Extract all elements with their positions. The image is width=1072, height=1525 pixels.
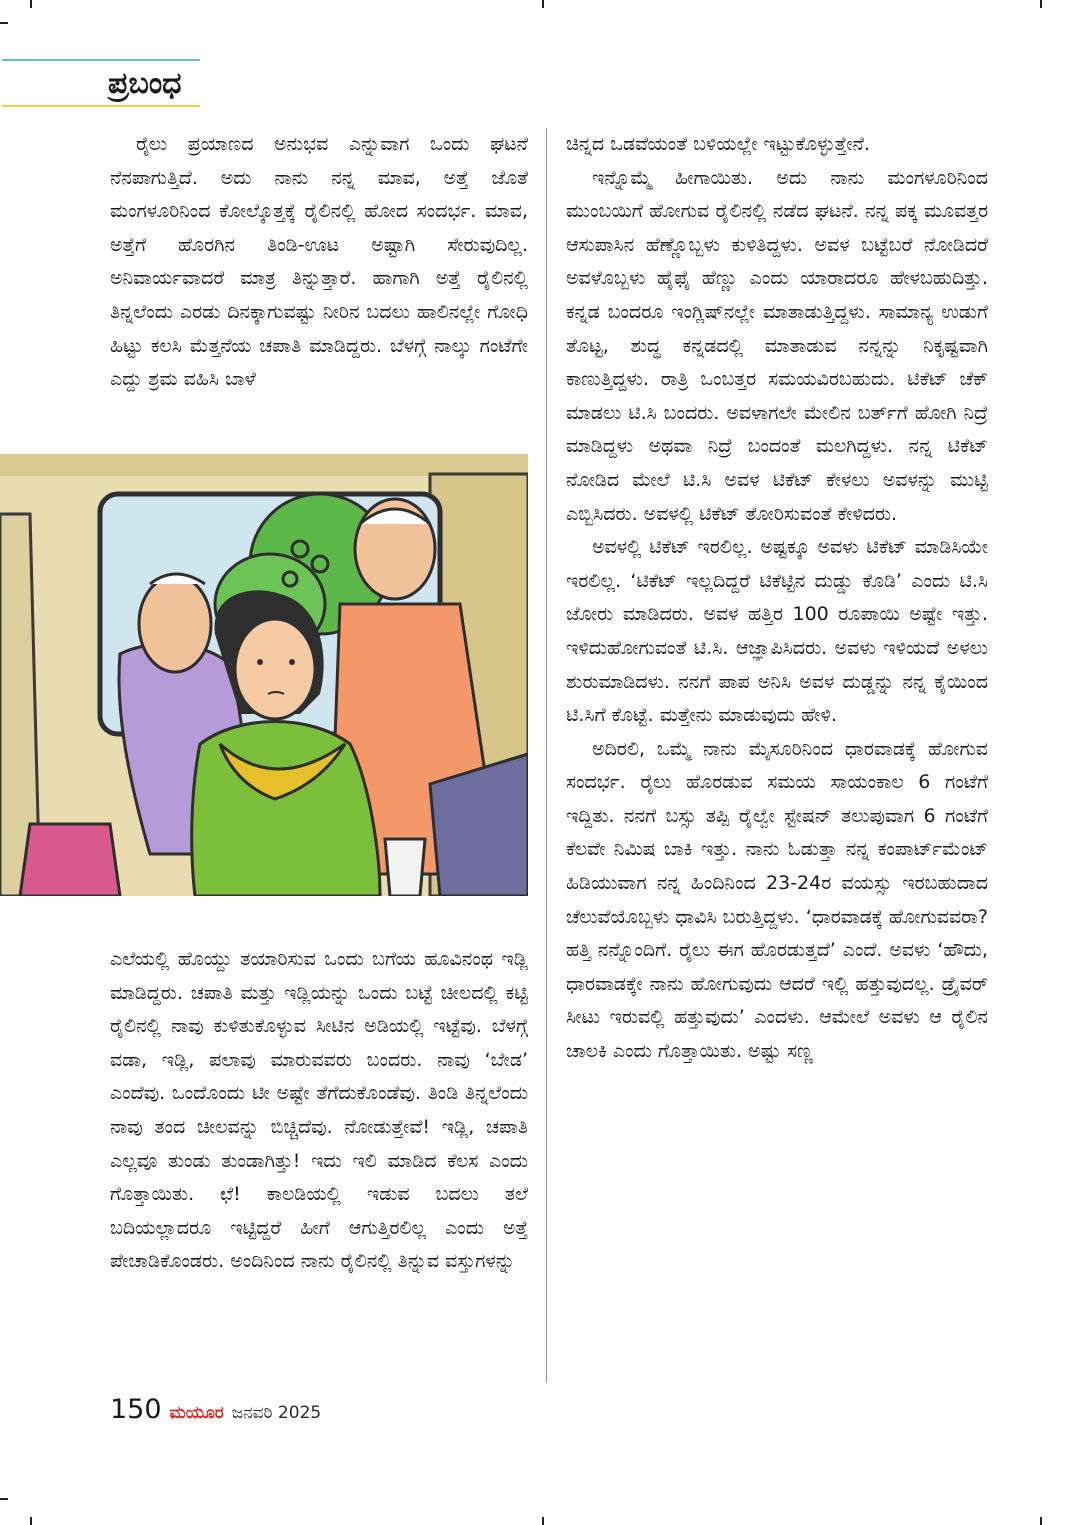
crop-mark: [542, 0, 544, 8]
paragraph: ಅದಿರಲಿ, ಒಮ್ಮೆ ನಾನು ಮೈಸೂರಿನಿಂದ ಧಾರವಾಡಕ್ಕೆ ಹೋಗುವ ಸಂದರ್ಭ. ರೈಲು ಹೊರಡುವ ಸಮಯ ಸಾಯಂಕಾಲ 6 ಗಂಟೆಗೆ ಇದ್ದಿತು. ನನಗೆ ಬಸ್ಸು ತಪ್ಪಿ ರೈಲ್ವೇ ಸ್ಟೇಷನ್ ತಲುಪುವಾಗ 6 ಗಂಟೆಗೆ ಕೆಲವೇ ನಿಮಿಷ ಬಾಕಿ ಇತ್ತು. ನಾನು ಓಡುತ್ತಾ ನನ್ನ ಕಂಪಾರ್ಟ್‌ಮೆಂಟ್ ಹಿಡಿಯುವಾಗ ನನ್ನ ಹಿಂದಿನಿಂದ 23-24ರ ವಯಸ್ಸು ಇರಬಹುದಾದ ಚೆಲುವೆಯೊಬ್ಬಳು ಧಾವಿಸಿ ಬರುತ್ತಿದ್ದಳು. ‘ಧಾರವಾಡಕ್ಕೆ ಹೋಗುವವರಾ? ಹತ್ತಿ ನನ್ನೊಂದಿಗೆ. ರೈಲು ಈಗ ಹೊರಡುತ್ತದೆ’ ಎಂದೆ. ಅವಳು ‘ಹೌದು, ಧಾರವಾಡಕ್ಕೇ ನಾನು ಹೋಗುವುದು ಆದರೆ ಇಲ್ಲಿ ಹತ್ತುವುದಲ್ಲ. ಡ್ರೈವರ್ ಸೀಟು ಇರುವಲ್ಲಿ ಹತ್ತುವುದು’ ಎಂದಳು. ಆಮೇಲೆ ಅವಳು ಆ ರೈಲಿನ ಚಾಲಕಿ ಎಂದು ಗೊತ್ತಾಯಿತು. ಅಷ್ಟು ಸಣ್ಣ: [566, 737, 988, 1063]
paragraph: ಇನ್ನೊಮ್ಮೆ ಹೀಗಾಯಿತು. ಅದು ನಾನು ಮಂಗಳೂರಿನಿಂದ ಮುಂಬಯಿಗೆ ಹೋಗುವ ರೈಲಿನಲ್ಲಿ ನಡೆದ ಘಟನೆ. ನನ್ನ ಪಕ್ಕ ಮೂವತ್ತರ ಆಸುಪಾಸಿನ ಹೆಣ್ಣೊಬ್ಬಳು ಕುಳಿತಿದ್ದಳು. ಅವಳ ಬಟ್ಟೆಬರೆ ನೋಡಿದರೆ ಅವಳೊಬ್ಬಳು ಹೈಫೈ ಹೆಣ್ಣು ಎಂದು ಯಾರಾದರೂ ಹೇಳಬಹುದಿತ್ತು. ಕನ್ನಡ ಬಂದರೂ ಇಂಗ್ಲಿಷ್‌ನಲ್ಲೇ ಮಾತಾಡುತ್ತಿದ್ದಳು. ಸಾಮಾನ್ಯ ಉಡುಗೆ ತೊಟ್ಟ, ಶುದ್ಧ ಕನ್ನಡದಲ್ಲಿ ಮಾತಾಡುವ ನನ್ನನ್ನು ನಿಕೃಷ್ಟವಾಗಿ ಕಾಣುತ್ತಿದ್ದಳು. ರಾತ್ರಿ ಒಂಬತ್ತರ ಸಮಯವಿರಬಹುದು. ಟಿಕೆಟ್ ಚೆಕ್ ಮಾಡಲು ಟಿ.ಸಿ ಬಂದರು. ಅವಳಾಗಲೇ ಮೇಲಿನ ಬರ್ತ್‌ಗೆ ಹೋಗಿ ನಿದ್ರೆ ಮಾಡಿದ್ದಳು ಅಥವಾ ನಿದ್ರೆ ಬಂದಂತೆ ಮಲಗಿದ್ದಳು. ನನ್ನ ಟಿಕೆಟ್ ನೋಡಿದ ಮೇಲೆ ಟಿ.ಸಿ ಅವಳ ಟಿಕೆಟ್ ಕೇಳಲು ಅವಳನ್ನು ಮುಟ್ಟಿ ಎಬ್ಬಿಸಿದರು. ಅವಳಲ್ಲಿ ಟಿಕೆಟ್ ತೋರಿಸುವಂತೆ ಕೇಳಿದರು.: [566, 166, 988, 525]
crop-mark: [542, 1517, 544, 1525]
section-title: ಪ್ರಬಂಧ: [108, 66, 182, 101]
paragraph: ರೈಲು ಪ್ರಯಾಣದ ಅನುಭವ ಎನ್ನುವಾಗ ಒಂದು ಘಟನೆ ನೆನಪಾಗುತ್ತಿದೆ. ಅದು ನಾನು ನನ್ನ ಮಾವ, ಅತ್ತೆ ಜೊತೆ ಮಂಗಳೂರಿನಿಂದ ಕೋಲ್ಕೊತ್ತಕ್ಕೆ ರೈಲಿನಲ್ಲಿ ಹೋದ ಸಂದರ್ಭ. ಮಾವ, ಅತ್ತೆಗೆ ಹೊರಗಿನ ತಿಂಡಿ-ಊಟ ಅಷ್ಟಾಗಿ ಸೇರುವುದಿಲ್ಲ. ಅನಿವಾರ್ಯವಾದರೆ ಮಾತ್ರ ತಿನ್ನುತ್ತಾರೆ. ಹಾಗಾಗಿ ಅತ್ತೆ ರೈಲಿನಲ್ಲಿ ತಿನ್ನಲೆಂದು ಎರಡು ದಿನಕ್ಕಾಗುವಷ್ಟು ನೀರಿನ ಬದಲು ಹಾಲಿನಲ್ಲೇ ಗೋಧಿ ಹಿಟ್ಟು ಕಲಸಿ ಮೆತ್ತನೆಯ ಚಪಾತಿ ಮಾಡಿದ್ದರು. ಬೆಳಗ್ಗೆ ನಾಲ್ಕು ಗಂಟೆಗೇ ಎದ್ದು ಶ್ರಮ ವಹಿಸಿ ಬಾಳೆ: [110, 133, 528, 391]
header-rule-bottom: [2, 105, 200, 107]
page-footer: [110, 1394, 321, 1426]
column-2: [566, 128, 988, 1388]
crop-mark: [30, 1517, 32, 1525]
train-scene-illustration: [0, 454, 528, 896]
column-1-bottom: [110, 943, 528, 1383]
paragraph: ಎಲೆಯಲ್ಲಿ ಹೊಯ್ದು ತಯಾರಿಸುವ ಒಂದು ಬಗೆಯ ಹೂವಿನಂಥ ಇಡ್ಲಿ ಮಾಡಿದ್ದರು. ಚಪಾತಿ ಮತ್ತು ಇಡ್ಲಿಯನ್ನು ಒಂದು ಬಟ್ಟೆ ಚೀಲದಲ್ಲಿ ಕಟ್ಟಿ ರೈಲಿನಲ್ಲಿ ನಾವು ಕುಳಿತುಕೊಳ್ಳುವ ಸೀಟಿನ ಅಡಿಯಲ್ಲಿ ಇಟ್ಟೆವು. ಬೆಳಗ್ಗೆ ವಡಾ, ಇಡ್ಲಿ, ಪಲಾವು ಮಾರುವವರು ಬಂದರು. ನಾವು ‘ಬೇಡ’ ಎಂದೆವು. ಒಂದೊಂದು ಟೀ ಅಷ್ಟೇ ತೆಗೆದುಕೊಂಡೆವು. ತಿಂಡಿ ತಿನ್ನಲೆಂದು ನಾವು ತಂದ ಚೀಲವನ್ನು ಬಿಚ್ಚಿದೆವು. ನೋಡುತ್ತೇವೆ! ಇಡ್ಲಿ, ಚಪಾತಿ ಎಲ್ಲವೂ ತುಂಡು ತುಂಡಾಗಿತ್ತು! ಇದು ಇಲಿ ಮಾಡಿದ ಕೆಲಸ ಎಂದು ಗೊತ್ತಾಯಿತು. ಛೆ! ಕಾಲಡಿಯಲ್ಲಿ ಇಡುವ ಬದಲು ತಲೆ ಬದಿಯಲ್ಲಾದರೂ ಇಟ್ಟಿದ್ದರೆ ಹೀಗೆ ಆಗುತ್ತಿರಲಿಲ್ಲ ಎಂದು ಅತ್ತೆ ಪೇಚಾಡಿಕೊಂಡರು. ಅಂದಿನಿಂದ ನಾನು ರೈಲಿನಲ್ಲಿ ತಿನ್ನುವ ವಸ್ತುಗಳನ್ನು: [110, 948, 528, 1273]
crop-mark: [0, 22, 8, 24]
crop-mark: [0, 1498, 8, 1500]
header-rule-top: [2, 59, 200, 61]
issue-date: ಜನವರಿ 2025: [231, 1403, 322, 1423]
paragraph: ಚಿನ್ನದ ಒಡವೆಯಂತೆ ಬಳಿಯಲ್ಲೇ ಇಟ್ಟುಕೊಳ್ಳುತ್ತೇನೆ.: [566, 133, 870, 155]
page-number: 150: [110, 1394, 162, 1425]
magazine-logo: ಮಯೂರ: [169, 1403, 224, 1423]
paragraph: ಅವಳಲ್ಲಿ ಟಿಕೆಟ್ ಇರಲಿಲ್ಲ. ಅಷ್ಟಕ್ಕೂ ಅವಳು ಟಿಕೆಟ್ ಮಾಡಿಸಿಯೇ ಇರಲಿಲ್ಲ. ‘ಟಿಕೆಟ್ ಇಲ್ಲದಿದ್ದರೆ ಟಿಕೆಟ್ಟಿನ ದುಡ್ಡು ಕೊಡಿ’ ಎಂದು ಟಿ.ಸಿ ಜೋರು ಮಾಡಿದರು. ಅವಳ ಹತ್ತಿರ 100 ರೂಪಾಯಿ ಅಷ್ಟೇ ಇತ್ತು. ಇಳಿದುಹೋಗುವಂತೆ ಟಿ.ಸಿ. ಆಜ್ಞಾಪಿಸಿದರು. ಅವಳು ಇಳಿಯದೆ ಅಳಲು ಶುರುಮಾಡಿದಳು. ನನಗೆ ಪಾಪ ಅನಿಸಿ ಅವಳ ದುಡ್ಡನ್ನು ನನ್ನ ಕೈಯಿಂದ ಟಿ.ಸಿಗೆ ಕೊಟ್ಟೆ. ಮತ್ತೇನು ಮಾಡುವುದು ಹೇಳಿ.: [566, 536, 988, 727]
column-divider: [546, 128, 547, 1383]
column-1-top: [110, 128, 528, 440]
crop-mark: [1040, 1517, 1042, 1525]
crop-mark: [30, 0, 32, 8]
crop-mark: [1040, 0, 1042, 8]
